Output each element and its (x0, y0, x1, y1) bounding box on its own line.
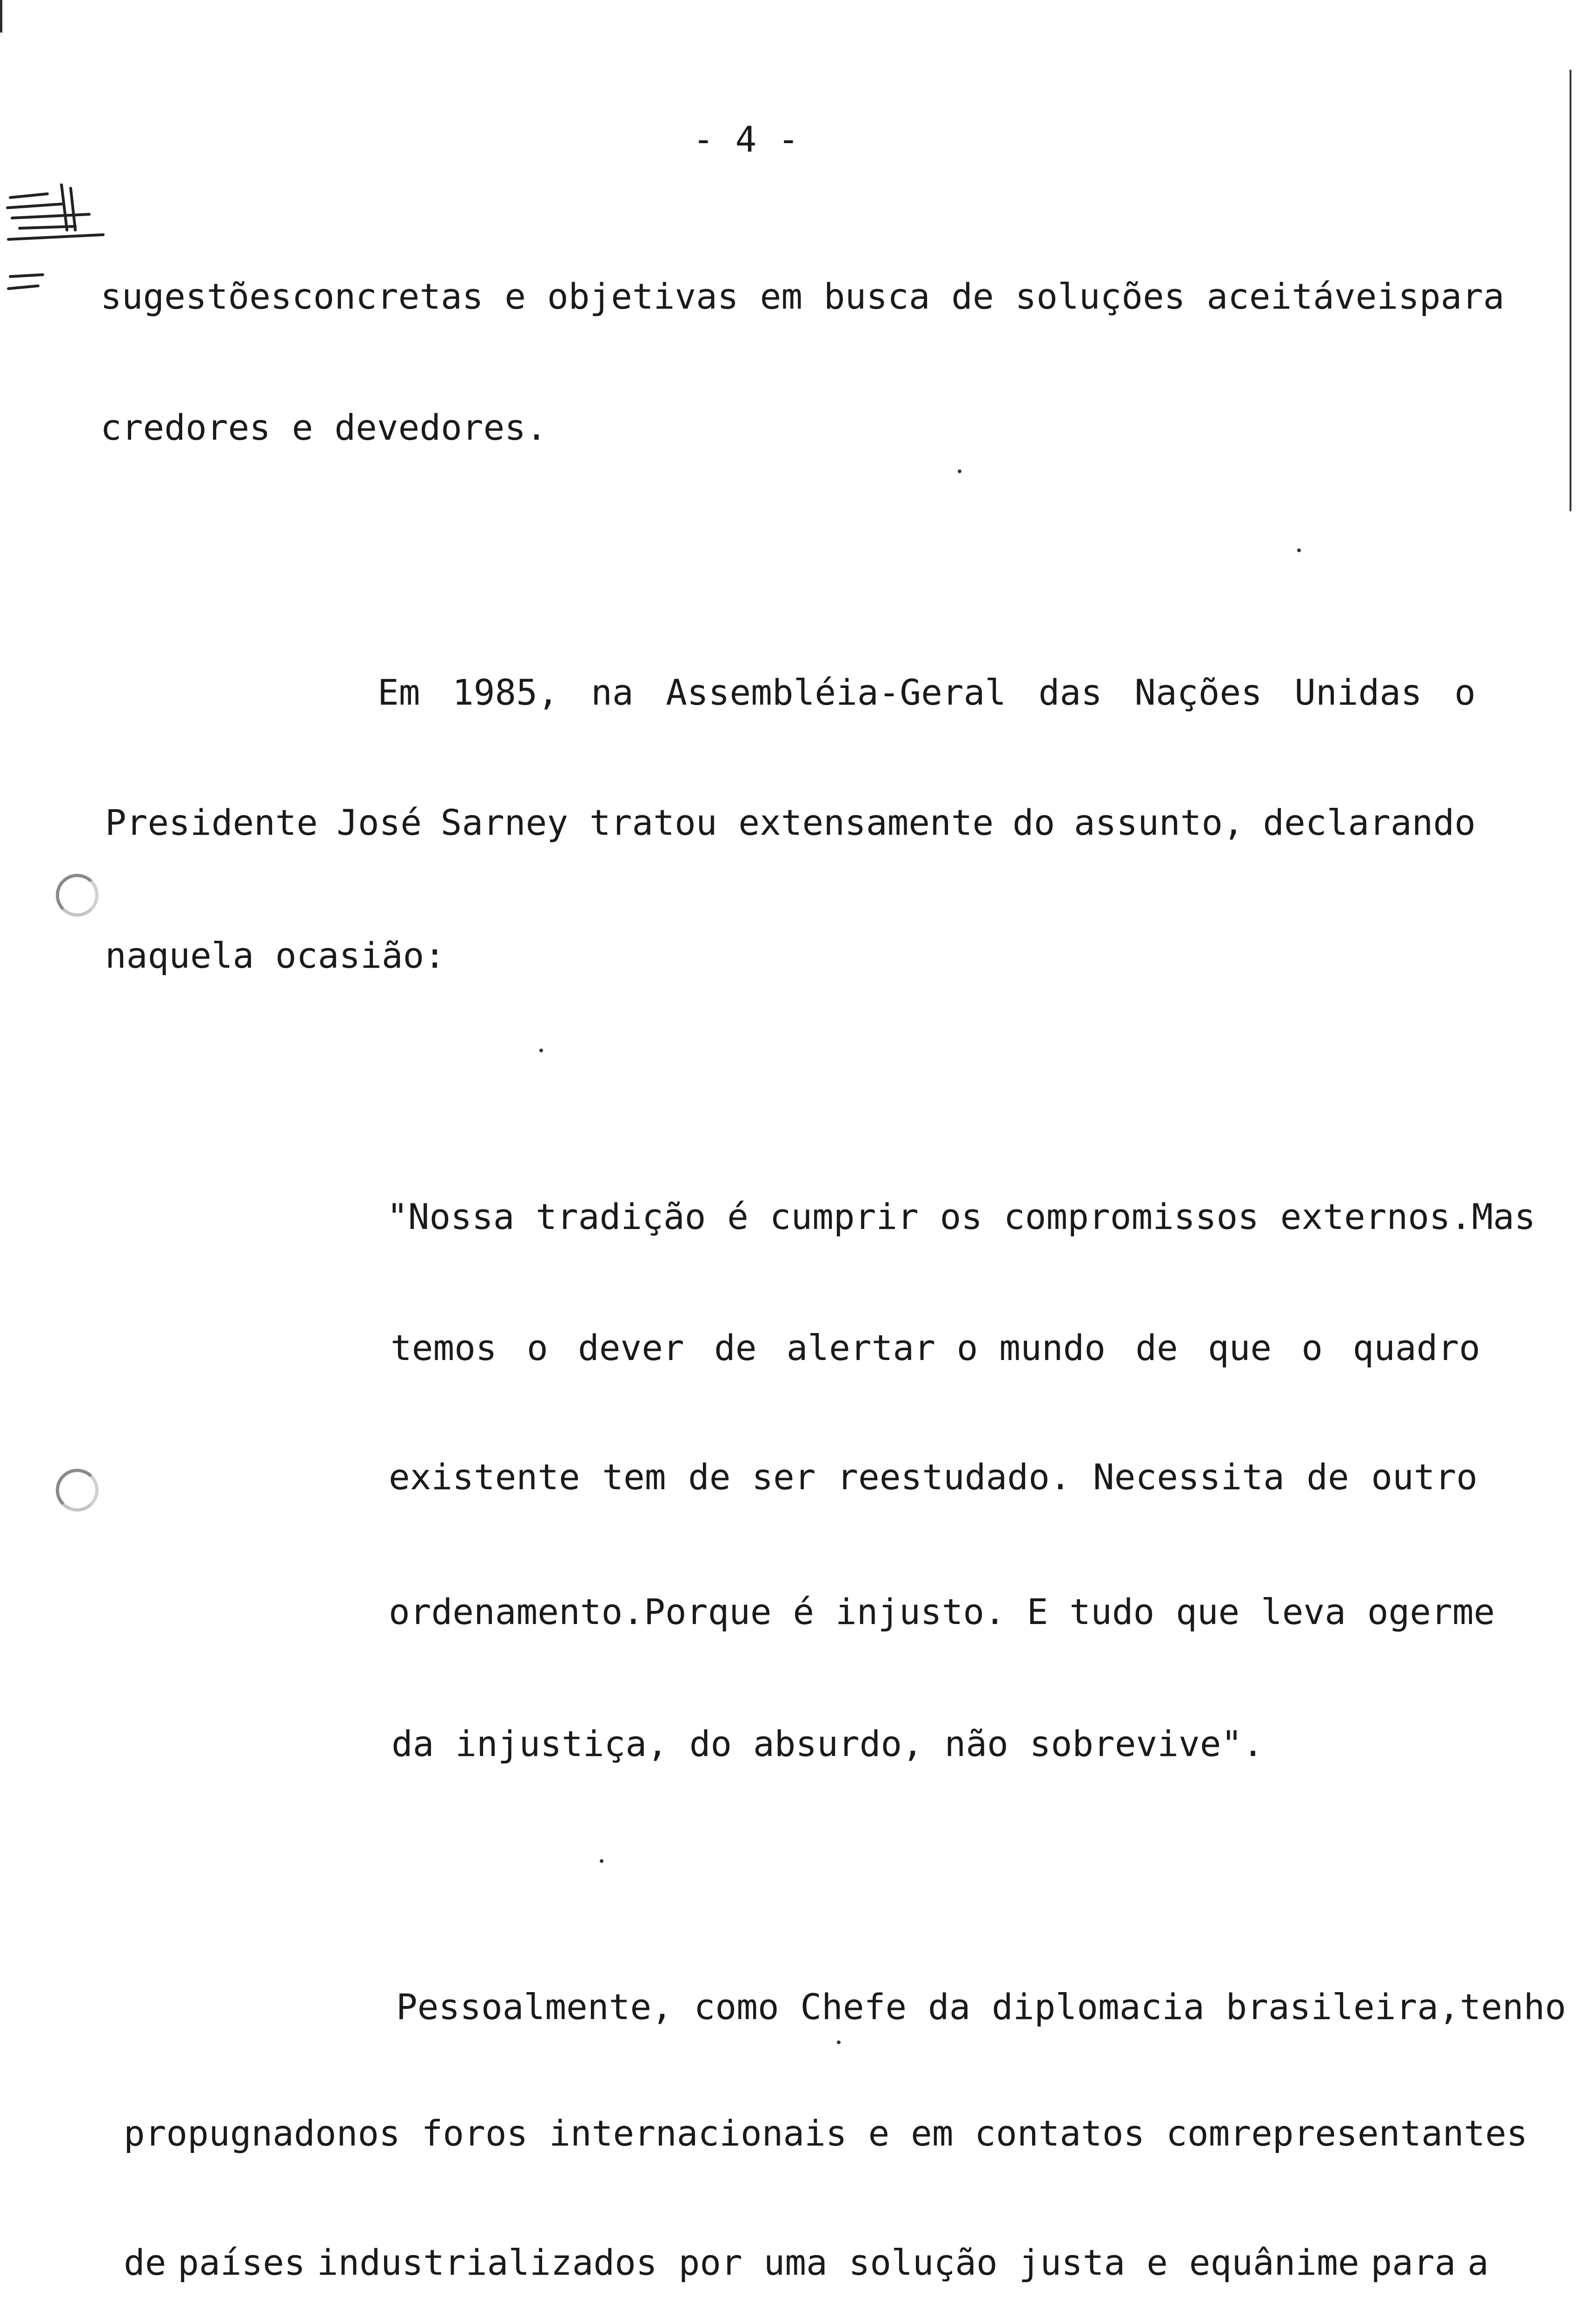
punch-hole-bottom (56, 1469, 99, 1512)
word: propugnado (124, 2113, 337, 2154)
word: tem (602, 1456, 666, 1498)
word: industrializados por uma solução justa e equânime (317, 2242, 1359, 2283)
text-line: naquela ocasião: (105, 935, 446, 976)
word: concretas e objetivas em busca de soluções aceitáveis (292, 276, 1419, 317)
word: Pessoalmente, como Chefe da diplomacia brasileira, (396, 1986, 1460, 2027)
word: declarando (1263, 802, 1476, 843)
scan-speck (958, 469, 961, 473)
scan-speck (1297, 548, 1301, 552)
text-line (396, 1986, 1566, 2027)
word: de ser reestudado. (688, 1456, 1071, 1498)
quote-line (391, 1327, 1480, 1368)
scan-speck (837, 2040, 841, 2044)
text-line (124, 2242, 1489, 2283)
word: Nações (1134, 672, 1262, 713)
word: tenho (1459, 1986, 1566, 2027)
word: temos (391, 1327, 497, 1368)
word: quadro (1352, 1327, 1480, 1368)
word: outro (1371, 1456, 1478, 1498)
word: para (1419, 276, 1504, 317)
text-line (100, 276, 1504, 317)
quote-line (389, 1456, 1478, 1498)
word: de (1306, 1456, 1349, 1498)
word: José (337, 802, 422, 843)
word: a (1467, 2242, 1489, 2283)
word: de (124, 2242, 166, 2283)
word: germe (1388, 1591, 1495, 1632)
word: representantes (1230, 2113, 1528, 2154)
word: Assembléia-Geral (666, 672, 1007, 713)
word: Unidas (1294, 672, 1422, 713)
word: dever (577, 1327, 684, 1368)
punch-hole-top (56, 874, 99, 917)
word: de (714, 1327, 757, 1368)
text-line: credores e devedores. (100, 407, 547, 448)
word: "Nossa tradição é cumprir os compromissos externos. (387, 1196, 1472, 1237)
ink-scribble-mark (6, 184, 108, 304)
word: nos foros internacionais e em contatos com (336, 2113, 1230, 2154)
page-edge-mark (0, 0, 2, 33)
word: o (526, 1327, 548, 1368)
text-line (124, 2113, 1528, 2154)
word: que (1207, 1327, 1272, 1368)
word: Sarney tratou extensamente (440, 802, 994, 843)
word: países (178, 2242, 305, 2283)
word: Em (378, 672, 420, 713)
word: ordenamento. (389, 1591, 644, 1632)
word: do (1012, 802, 1055, 843)
page-edge-shadow (1570, 70, 1571, 511)
quote-line (389, 1591, 1495, 1632)
quote-line: da injustiça, do absurdo, não sobrevive". (391, 1723, 1264, 1764)
word: assunto, (1073, 802, 1244, 843)
word: das (1038, 672, 1102, 713)
text-line (105, 802, 1476, 843)
quote-line (387, 1196, 1536, 1237)
page-number: - 4 - (693, 119, 799, 160)
word: Necessita (1093, 1456, 1285, 1498)
word: na (591, 672, 634, 713)
word: de (1135, 1327, 1178, 1368)
word: Porque é injusto. E tudo que leva o (644, 1591, 1389, 1632)
word: 1985, (452, 672, 559, 713)
word: para (1371, 2242, 1456, 2283)
word: Mas (1471, 1196, 1536, 1237)
word: o (1454, 672, 1476, 713)
scan-speck (600, 1859, 603, 1863)
text-line (378, 672, 1476, 713)
word: existente (389, 1456, 580, 1498)
scan-speck (539, 1049, 543, 1052)
word: sugestões (100, 276, 292, 317)
word: Presidente (105, 802, 318, 843)
word: o (1301, 1327, 1323, 1368)
word: alertar o mundo (786, 1327, 1106, 1368)
